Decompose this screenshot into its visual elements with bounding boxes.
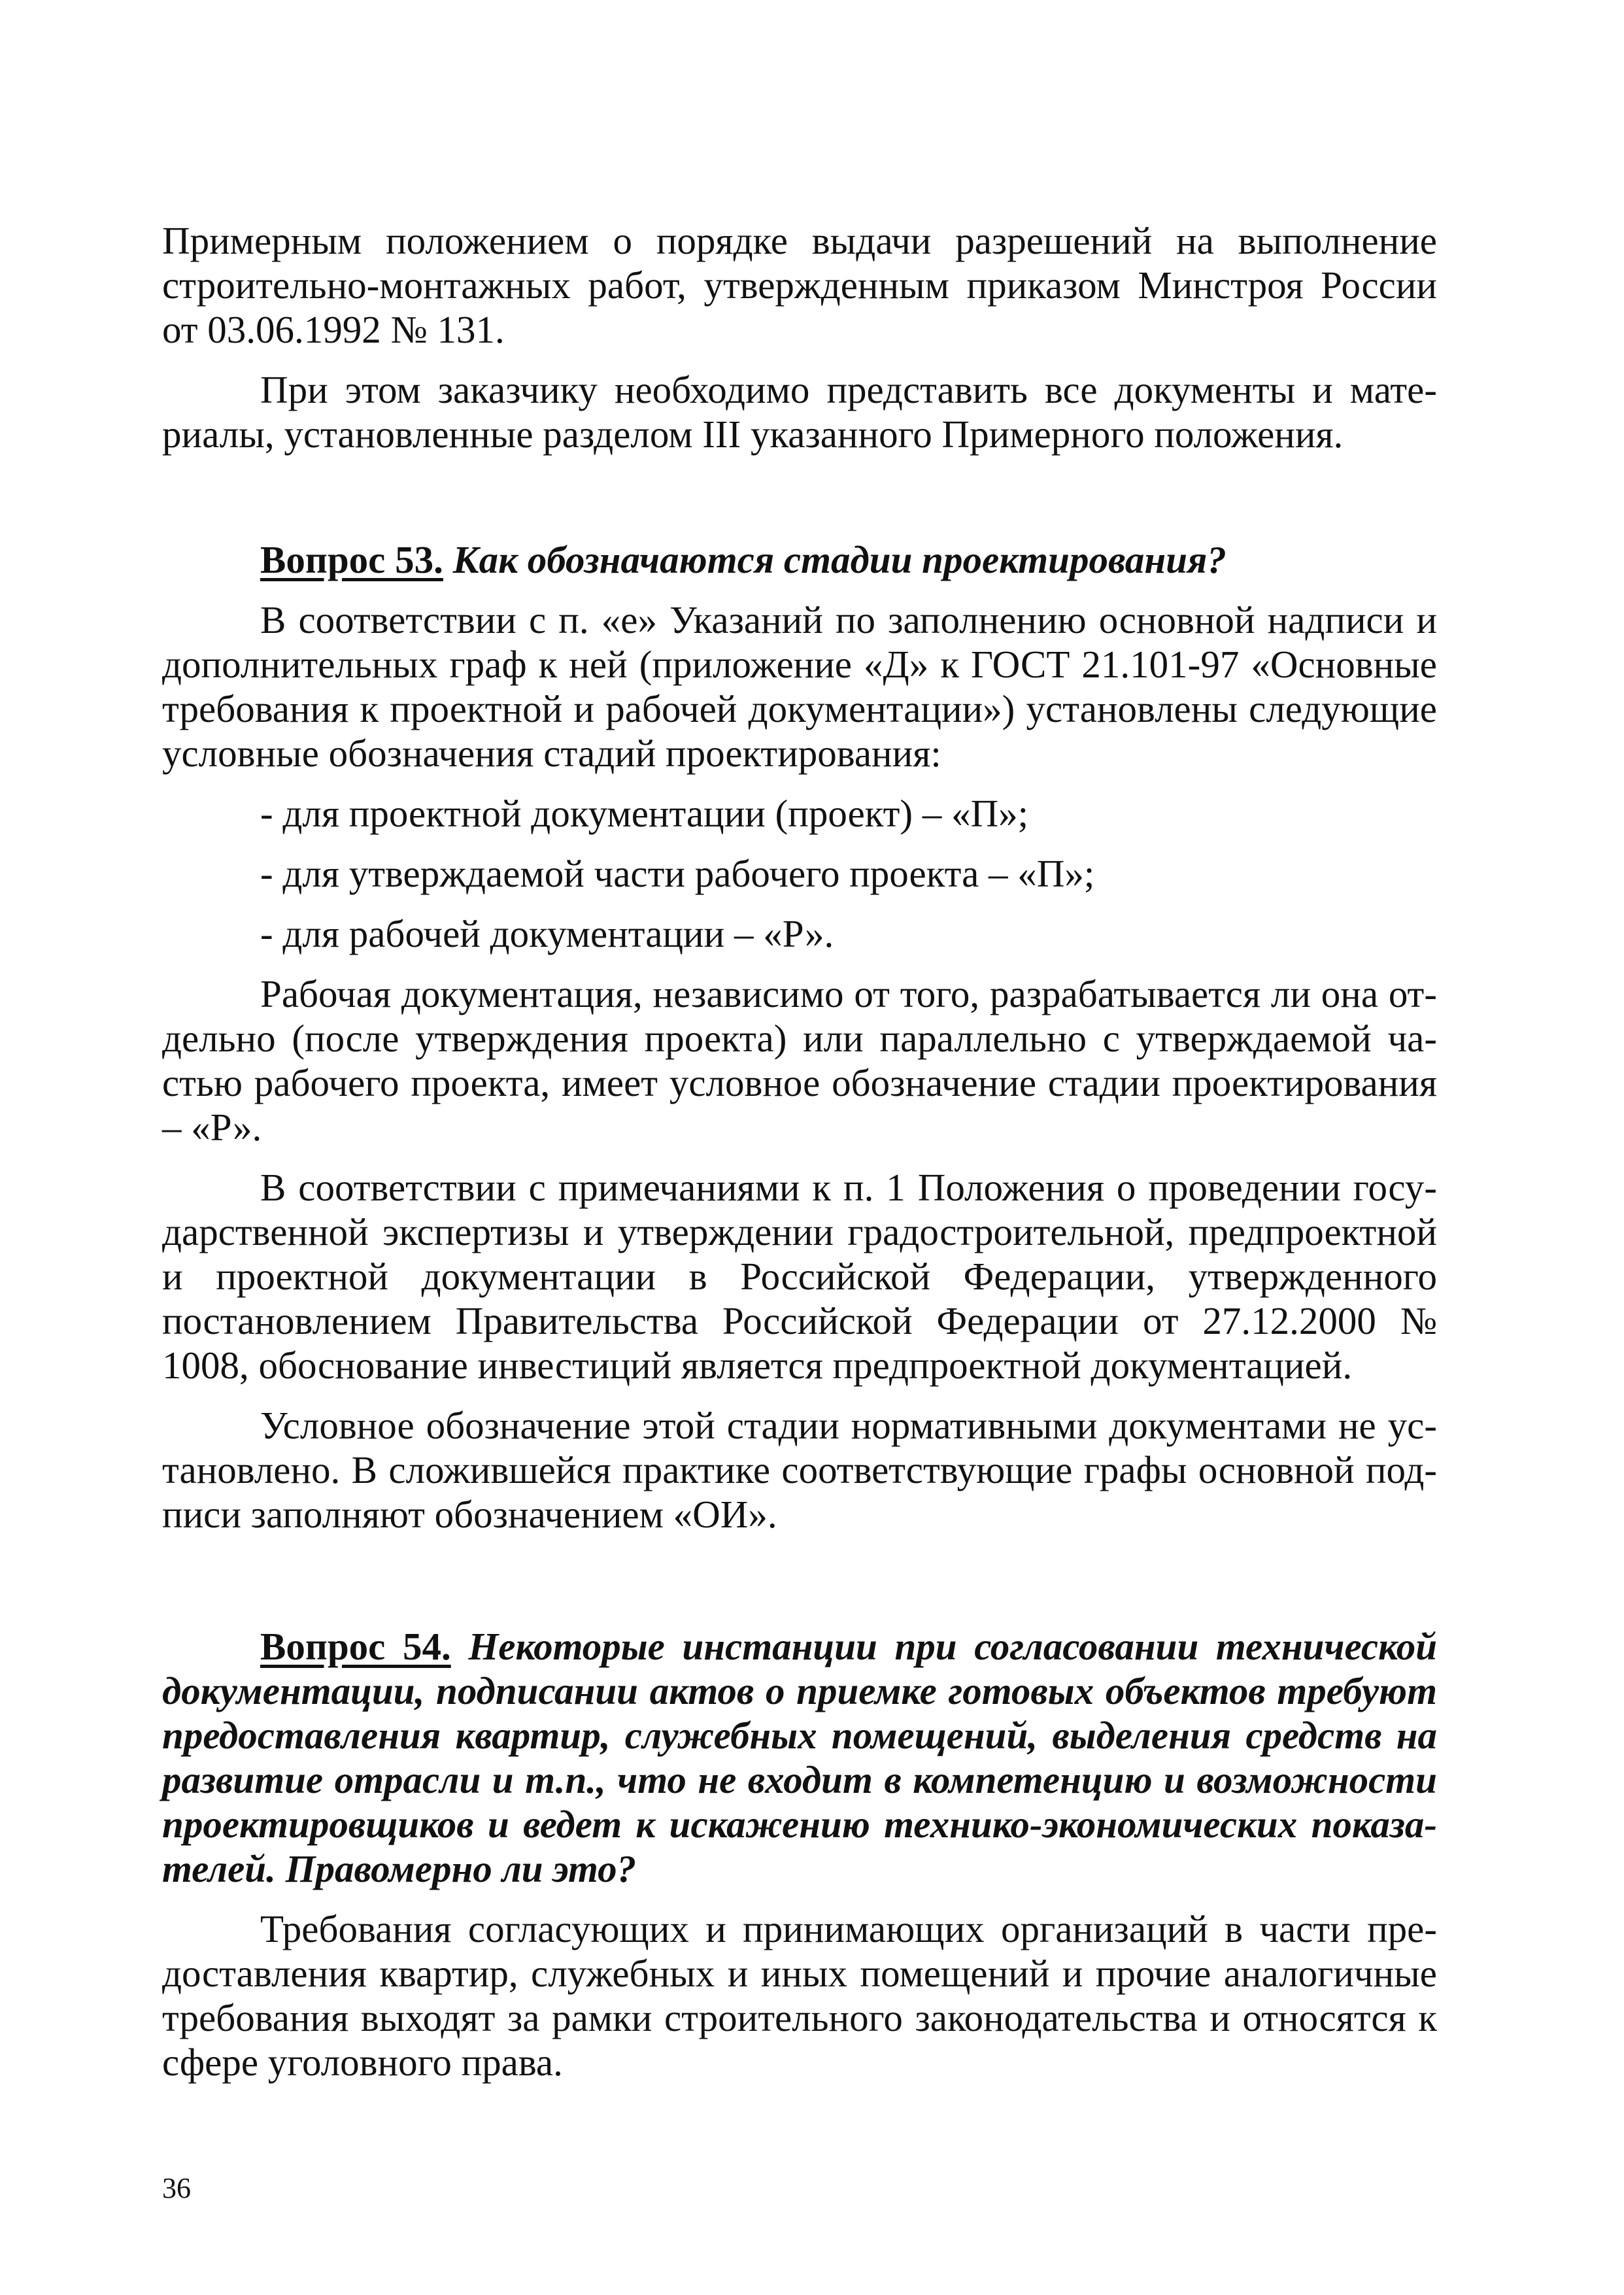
list-item-working-project: - для утверждаемой части рабочего проекта – «П»;	[260, 852, 1095, 895]
question-54-label: Вопрос 54.	[260, 1625, 451, 1668]
question-53-text: Как обозначаются стадии проектирования?	[452, 538, 1226, 581]
paragraph-state-expertise: В соответствии с примечаниями к п. 1 Положения о проведении государственной экспертизы и утверждении градостроительной, предпроектной и проектной документации в Российской Федерации, утвержденного постановлением Правительства Российской Федерации от 27.12.2000 № 1008, обоснование инвестиций является предпроектной документацией.	[162, 1166, 1437, 1387]
paragraph-working-docs: Рабочая документация, независимо от того, разрабатывается ли она отдельно (после утверждения проекта) или параллельно с утверждаемой частью рабочего проекта, имеет условное обозначение стадии проектирования – «Р».	[162, 972, 1437, 1149]
list-item-project: - для проектной документации (проект) – «П»;	[260, 792, 1029, 835]
question-53-label: Вопрос 53.	[260, 538, 443, 581]
paragraph-continuation: Примерным положением о порядке выдачи разрешений на выполнение строительно-монтажных работ, утвержденным приказом Минстроя России от 03.06.1992 № 131.	[162, 219, 1437, 351]
question-54-answer: Требования согласующих и принимающих организаций в части предоставления квартир, служебных и иных помещений и прочие аналогичные требования выходят за рамки строительного законодательства и относятся к сфере уголовного права.	[162, 1907, 1437, 2084]
question-53-intro: В соответствии с п. «е» Указаний по заполнению основной надписи и дополнительных граф к ней (приложение «Д» к ГОСТ 21.101-97 «Основные требования к проектной и рабочей документации») установлены следующие условные обозначения стадий проектирования:	[162, 598, 1437, 775]
question-53-heading	[162, 537, 1437, 582]
question-54-heading	[162, 1624, 1437, 1891]
page-number: 36	[162, 2172, 191, 2204]
paragraph-documents-requirement: При этом заказчику необходимо представить все документы и материалы, установленные разделом III указанного Примерного положения.	[162, 368, 1437, 456]
question-54-text: Некоторые инстанции при согласовании технической документации, подписании актов о приемке готовых объектов требуют предоставления квартир, служебных помещений, выделения средств на развитие отрасли и т.п., что не входит в компетенцию и возможности проектировщиков и ведет к искажению технико-экономических показателей. Правомерно ли это?	[162, 1625, 1438, 1890]
list-item-working-docs: - для рабочей документации – «Р».	[260, 912, 834, 955]
page-content	[162, 218, 1437, 2084]
paragraph-oi-designation: Условное обозначение этой стадии нормативными документами не установлено. В сложившейся практике соответствующие графы основной подписи заполняют обозначением «ОИ».	[162, 1404, 1437, 1536]
